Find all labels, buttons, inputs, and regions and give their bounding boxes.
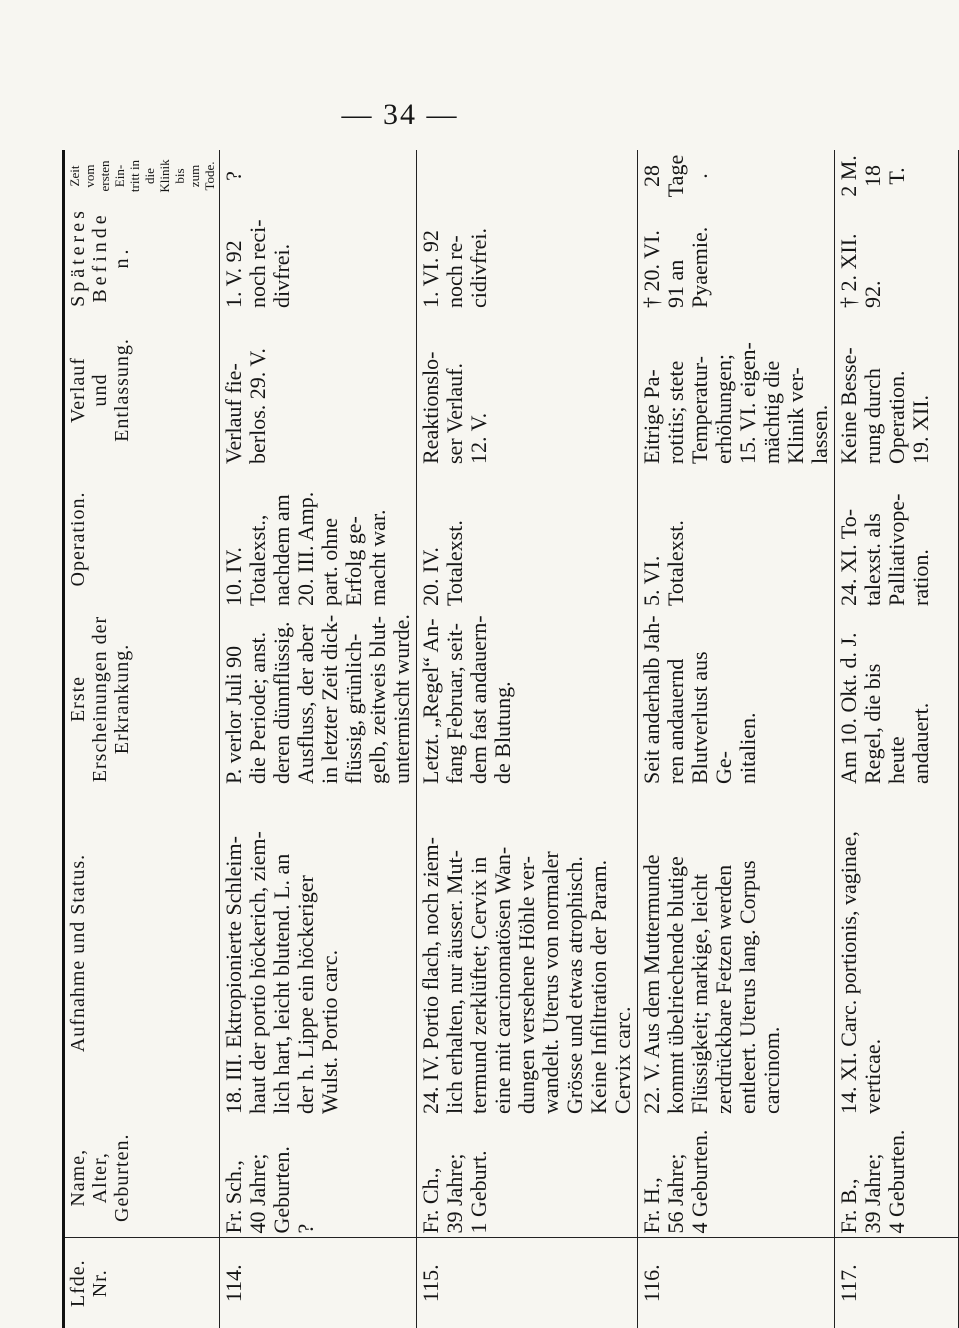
row-status: 18. III. Ektropionierte Schleim- haut der portio höckerich, ziem- lich hart, leicht blutend. L. an der h. Lippe ein höckeriger Wulst. Portio carc. — [220, 788, 417, 1118]
row-zeit: 2 M. 18 T. — [835, 150, 959, 202]
header-status: Aufnahme und Status. — [64, 788, 220, 1118]
row-status: 24. IV. Portio flach, noch ziem- lich erhalten, nur äusser. Mut- termund zerklüftet; Cervix in eine mit carcinomatösen Wan- dungen versehene Höhle ver- wandelt. Uterus von normaler Grösse und etwas atrophisch. Keine Infiltration der Param. Cervix carc. — [417, 788, 638, 1118]
header-nr: Lfde. Nr. — [64, 1238, 220, 1328]
row-nr: 114. — [220, 1238, 417, 1328]
row-spaeteres-befinden: † 2. XII. 92. — [835, 202, 959, 312]
row-status: 14. XI. Carc. portionis, vaginae, verticae. — [835, 788, 959, 1118]
case-table — [62, 150, 959, 1328]
row-first-symptoms: Am 10. Okt. d. J. Regel, die bis heute andauert. — [835, 610, 959, 788]
row-verlauf: Reaktionslo- ser Verlauf. 12. V. — [417, 312, 638, 468]
row-spaeteres-befinden: 1. VI. 92 noch re- cidivfrei. — [417, 202, 638, 312]
row-verlauf: Verlauf fie- berlos. 29. V. — [220, 312, 417, 468]
case-table-rotated — [62, 150, 933, 1328]
table-row-117 — [835, 150, 959, 1328]
header-verlauf: Verlauf und Entlassung. — [64, 312, 220, 468]
page-number: — 34 — — [341, 98, 459, 131]
row-name: Fr. Ch., 39 Jahre; 1 Geburt. — [417, 1118, 638, 1238]
row-name: Fr. B., 39 Jahre; 4 Geburten. — [835, 1118, 959, 1238]
row-first-symptoms: Letzt. „Regel“ An- fang Februar, seit- dem fast andauern- de Blutung. — [417, 610, 638, 788]
row-nr: 116. — [638, 1238, 835, 1328]
header-zeit: Zeit vom ersten Ein- tritt in die Klinik bis zum Tode. — [64, 150, 220, 202]
row-verlauf: Keine Besse- rung durch Operation. 19. XII. — [835, 312, 959, 468]
table-row-115 — [417, 150, 638, 1328]
row-nr: 117. — [835, 1238, 959, 1328]
row-operation: 5. VI. Totalexst. — [638, 468, 835, 610]
row-operation: 24. XI. To- talexst. als Palliativope- ration. — [835, 468, 959, 610]
header-spaeteres-befinden: Späteres Befinden. — [64, 202, 220, 312]
table-row-116 — [638, 150, 835, 1328]
row-name: Fr. H., 56 Jahre; 4 Geburten. — [638, 1118, 835, 1238]
row-zeit: ? — [220, 150, 417, 202]
row-operation: 10. IV. Totalexst., nachdem am 20. III. Amp. part. ohne Erfolg ge- macht war. — [220, 468, 417, 610]
row-nr: 115. — [417, 1238, 638, 1328]
header-operation: Operation. — [64, 468, 220, 610]
header-row — [64, 150, 220, 1328]
row-zeit: 28 Tage. — [638, 150, 835, 202]
table-row-114 — [220, 150, 417, 1328]
row-verlauf: Eitrige Pa- rotitis; stete Temperatur- erhöhungen; 15. VI. eigen- mächtig die Klinik ver- lassen. — [638, 312, 835, 468]
row-spaeteres-befinden: † 20. VI. 91 an Pyaemie. — [638, 202, 835, 312]
row-status: 22. V. Aus dem Muttermunde kommt übelriechende blutige Flüssigkeit; markige, leicht zerdrückbare Fetzen werden entleert. Uterus lang. Corpus carcinom. — [638, 788, 835, 1118]
header-name: Name, Alter, Geburten. — [64, 1118, 220, 1238]
row-operation: 20. IV. Totalexst. — [417, 468, 638, 610]
row-first-symptoms: P. verlor Juli 90 die Periode; anst. deren dünnflüssig. Ausfluss, der aber in letzter Zeit dick- flüssig, grünlich- gelb, zeitweis blut- untermischt wurde. — [220, 610, 417, 788]
row-spaeteres-befinden: 1. V. 92 noch reci- divfrei. — [220, 202, 417, 312]
row-zeit — [417, 150, 638, 202]
header-first-symptoms: Erste Erscheinungen der Erkrankung. — [64, 610, 220, 788]
row-name: Fr. Sch., 40 Jahre; Geburten. ? — [220, 1118, 417, 1238]
row-first-symptoms: Seit anderhalb Jah- ren andauernd Blutverlust aus Ge- nitalien. — [638, 610, 835, 788]
